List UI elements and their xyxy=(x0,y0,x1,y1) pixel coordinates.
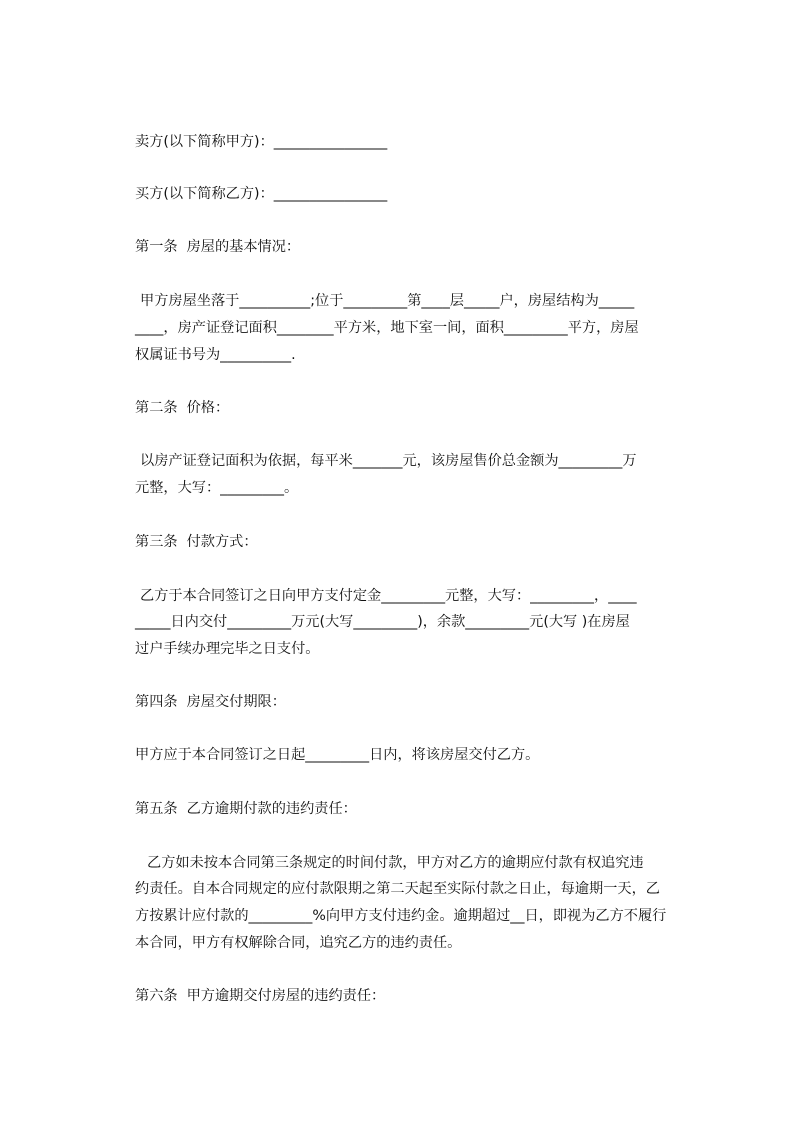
article2-line-1: 以房产证登记面积为依据，每平米_______元，该房屋售价总金额为_________万 xyxy=(140,453,637,469)
article5-line-2: 约责任。自本合同规定的应付款限期之第二天起至实际付款之日止，每逾期一天，乙 xyxy=(135,881,660,897)
article3-line-2: _____日内交付_________万元(大写_________)，余款_________元(大写 )在房屋 xyxy=(135,614,630,630)
article3-line-3: 过户手续办理完毕之日支付。 xyxy=(135,641,320,657)
article5-line-1: 乙方如未按本合同第三条规定的时间付款，甲方对乙方的逾期应付款有权追究违 xyxy=(147,855,644,871)
article1-heading: 第一条 房屋的基本情况： xyxy=(135,239,301,255)
article6-heading: 第六条 甲方逾期交付房屋的违约责任： xyxy=(135,988,386,1004)
article2-heading: 第二条 价格： xyxy=(135,400,230,416)
article1-line-2: ____，房产证登记面积________平方米，地下室一间，面积_________平方，房屋 xyxy=(135,320,639,336)
article4-line-1: 甲方应于本合同签订之日起_________日内，将该房屋交付乙方。 xyxy=(135,747,540,763)
article1-line-1: 甲方房屋坐落于__________;位于_________第____层_____户，房屋结构为_____ xyxy=(140,293,635,309)
article2-line-2: 元整，大写：_________。 xyxy=(135,480,299,496)
seller-line: 卖方(以下简称甲方)：________________ xyxy=(135,134,388,150)
article3-heading: 第三条 付款方式： xyxy=(135,534,258,550)
article4-heading: 第四条 房屋交付期限： xyxy=(135,694,286,710)
article1-line-3: 权属证书号为__________. xyxy=(135,347,296,363)
article5-line-3: 方按累计应付款的_________%向甲方支付违约金。逾期超过__日，即视为乙方不履行 xyxy=(135,908,667,924)
article5-heading: 第五条 乙方逾期付款的违约责任： xyxy=(135,801,357,817)
article3-line-1: 乙方于本合同签订之日向甲方支付定金_________元整，大写：_________，____ xyxy=(140,588,637,604)
buyer-line: 买方(以下简称乙方)：________________ xyxy=(135,186,388,202)
article5-line-4: 本合同，甲方有权解除合同，追究乙方的违约责任。 xyxy=(135,935,462,951)
